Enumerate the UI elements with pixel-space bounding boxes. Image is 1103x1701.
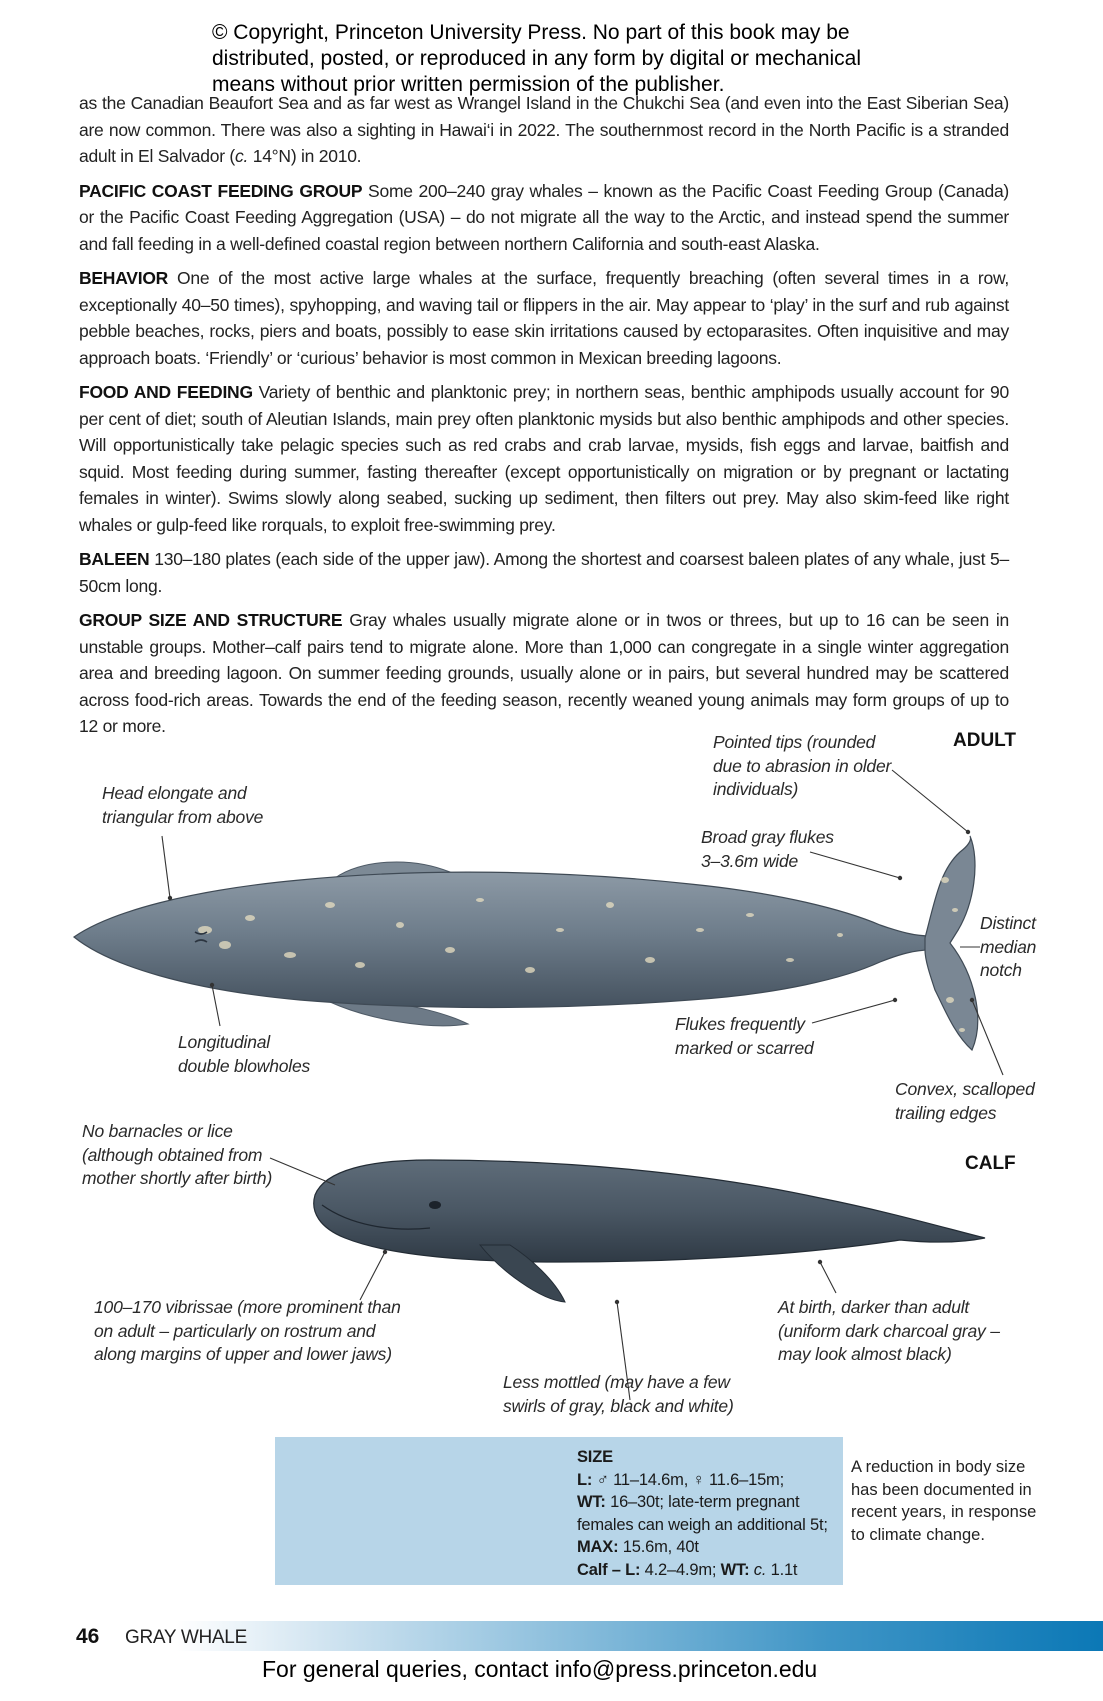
- pcfg-heading: PACIFIC COAST FEEDING GROUP: [79, 180, 363, 201]
- baleen-heading: BALEEN: [79, 549, 150, 569]
- group-heading: GROUP SIZE AND STRUCTURE: [79, 610, 343, 630]
- calf-eye-icon: [429, 1201, 441, 1209]
- adult-whale-drawing: [74, 836, 978, 1050]
- adult-flukes: [925, 836, 978, 1050]
- copyright-line-2: distributed, posted, or reproduced in any form by digital or mechanical: [212, 47, 862, 70]
- size-heading: SIZE: [577, 1448, 613, 1466]
- behavior-paragraph: BEHAVIOR One of the most active large whales at the surface, frequently breaching (often several times in a row, exceptionally 40–50 times), spyhopping, and waving tail or flippers in the air. May appear to ‘play’ in the surf and rub against pebble beaches, rocks, piers and boats, possibly to ease skin irritations caused by ectoparasites. Often inquisitive and may approach boats. ‘Friendly’ or ‘curious’ behavior is most common in Mexican breeding lagoons.: [79, 268, 1009, 368]
- intro-paragraph: as the Canadian Beaufort Sea and as far west as Wrangel Island in the Chukchi Sea (and even into the East Siberian Sea) are now common. There was also a sighting in Hawai‘i in 2022. The southernmost record in the North Pacific is a stranded adult in El Salvador (c. 14°N) in 2010.: [79, 93, 1009, 166]
- label-head: Head elongate and triangular from above: [102, 783, 264, 827]
- label-median-notch: Distinct median notch: [980, 913, 1037, 980]
- calf-whale-drawing: [314, 1160, 985, 1302]
- label-vibrissae: 100–170 vibrissae (more prominent than on adult – particularly on rostrum and along margins of upper and lower jaws): [94, 1297, 401, 1364]
- size-details: [577, 1446, 842, 1581]
- pcfg-paragraph: PACIFIC COAST FEEDING GROUP Some 200–240 gray whales – known as the Pacific Coast Feeding Group (Canada) or the Pacific Coast Feeding Aggregation (USA) – do not migrate all the way to the Arctic, and instead spend the summer and fall feeding in a well-defined coastal region between northern California and south-east Alaska.: [79, 180, 1010, 254]
- calf-body: [314, 1160, 985, 1262]
- label-flukes-scarred: Flukes frequently marked or scarred: [675, 1014, 814, 1058]
- behavior-heading: BEHAVIOR: [79, 268, 169, 288]
- copyright-line-1: © Copyright, Princeton University Press. No part of this book may be: [212, 21, 850, 44]
- page-number: 46: [76, 1625, 100, 1648]
- size-length: L: ♂ 11–14.6m, ♀ 11.6–15m;: [577, 1470, 784, 1489]
- label-pointed-tips: Pointed tips (rounded due to abrasion in older individuals): [713, 732, 892, 799]
- baleen-paragraph: BALEEN 130–180 plates (each side of the upper jaw). Among the shortest and coarsest baleen plates of any whale, just 5–50cm long.: [79, 549, 1009, 596]
- size-calf: Calf – L: 4.2–4.9m; WT: c. 1.1t: [577, 1560, 798, 1579]
- label-blowholes: Longitudinal double blowholes: [178, 1032, 311, 1076]
- label-trailing-edges: Convex, scalloped trailing edges: [895, 1079, 1035, 1123]
- size-note: A reduction in body size has been documented in recent years, in response to climate change.: [851, 1458, 1037, 1544]
- food-paragraph: FOOD AND FEEDING Variety of benthic and planktonic prey; in northern seas, benthic amphipods usually account for 90 per cent of diet; south of Aleutian Islands, main prey often planktonic mysids but also benthic amphipods and other species. Will opportunistically take pelagic species such as red crabs and crab larvae, mysids, fish eggs and larvae, baitfish and squid. Most feeding during summer, fasting thereafter (except opportunistically on migration or by pregnant or lactating females in winter). Swims slowly along seabed, sucking up sediment, then filters out prey. May also skim-feed like right whales or gulp-feed like rorquals, to exploit free-swimming prey.: [79, 382, 1009, 535]
- label-less-mottled: Less mottled (may have a few swirls of gray, black and white): [503, 1372, 734, 1416]
- label-barnacles: No barnacles or lice (although obtained from mother shortly after birth): [82, 1121, 273, 1188]
- group-paragraph: GROUP SIZE AND STRUCTURE Gray whales usually migrate alone or in twos or threes, but up to 16 can be seen in unstable groups. Mother–calf pairs tend to migrate alone. More than 1,000 can congregate in a single winter aggregation area and breeding lagoon. On summer feeding grounds, usually alone or in pairs, but several hundred may be scattered across food-rich areas. Towards the end of the feeding season, recently weaned young animals may form groups of up to 12 or more.: [79, 610, 1009, 736]
- label-at-birth: At birth, darker than adult (uniform dark charcoal gray – may look almost black): [778, 1297, 1000, 1364]
- size-weight: WT: 16–30t; late-term pregnant females can weigh an additional 5t;: [577, 1493, 828, 1534]
- calf-tag: CALF: [965, 1153, 1016, 1174]
- food-heading: FOOD AND FEEDING: [79, 382, 253, 402]
- copyright-line-3: means without prior written permission of the publisher.: [212, 73, 725, 96]
- size-max: MAX: 15.6m, 40t: [577, 1538, 699, 1556]
- queries-contact: For general queries, contact info@press.princeton.edu: [262, 1656, 818, 1682]
- label-broad-flukes: Broad gray flukes 3–3.6m wide: [701, 827, 834, 871]
- running-head: GRAY WHALE: [125, 1627, 247, 1648]
- adult-tag: ADULT: [953, 730, 1016, 751]
